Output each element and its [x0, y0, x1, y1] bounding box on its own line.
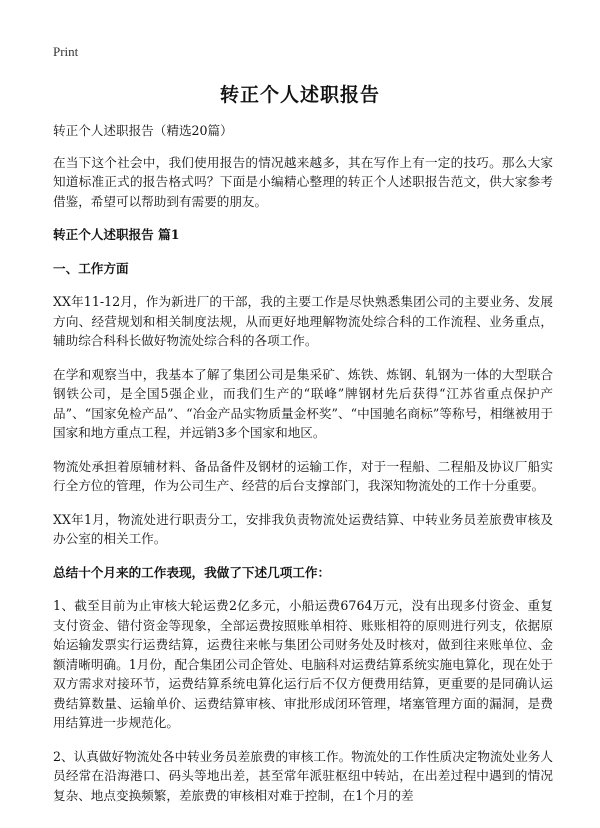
article-body [53, 121, 553, 819]
part-heading: 一、工作方面 [53, 260, 129, 276]
print-link[interactable]: Print [53, 44, 79, 59]
intro-paragraph: 在当下这个社会中，我们使用报告的情况越来越多，其在写作上有一定的技巧。那么大家知道标准正式的报告格式吗？下面是小编精心整理的转正个人述职报告范文，供大家参考借鉴，希望可以帮助到有需要的朋友。 [53, 154, 553, 209]
body-paragraph: 物流处承担着原辅材料、备品备件及钢材的运输工作，对于一程船、二程船及协议厂船实行全方位的管理，作为公司生产、经营的后台支撑部门，我深知物流处的工作十分重要。 [53, 458, 553, 493]
body-paragraph: 在学和观察当中，我基本了解了集团公司是集采矿、炼铁、炼钢、轧钢为一体的大型联合钢铁公司，是全国5强企业，而我们生产的“联峰”牌钢材先后获得“江苏省重点保护产品”、“国家免检产品”、“冶金产品实物质量金杯奖”、“中国驰名商标”等称号，相继被用于国家和地方重点工程，并远销3多个国家和地区。 [53, 366, 553, 440]
section-heading: 转正个人述职报告 篇1 [53, 227, 180, 242]
summary-heading: 总结十个月来的工作表现，我做了下述几项工作： [53, 564, 331, 580]
article-subtitle: 转正个人述职报告（精选20篇） [53, 123, 233, 138]
list-item: 1、截至目前为止审核大轮运费2亿多元，小船运费6764万元，没有出现多付资金、重复支付资金、错付资金等现象，全部运费按照账单相符、账账相符的原则进行列支，依据原始运输发票实行运费结算，运费往来帐与集团公司财务处及时核对，做到往来账单位、金额清晰明确。1月份，配合集团公司企管处、电脑科对运费结算系统实施电算化，现在处于双方需求对接环节，运费结算系统电算化运行后不仅方便费用结算，更重要的是同确认运费结算数量、运输单价、运费结算审核、审批形成闭环管理，堵塞管理方面的漏洞，是费用结算进一步规范化。 [53, 598, 553, 730]
body-paragraph: XX年11-12月，作为新进厂的干部，我的主要工作是尽快熟悉集团公司的主要业务、发展方向、经营规划和相关制度法规，从而更好地理解物流处综合科的工作流程、业务重点，辅助综合科科长做好物流处综合科的各项工作。 [53, 294, 553, 348]
page-title: 转正个人述职报告 [219, 84, 380, 106]
list-item: 2、认真做好物流处各中转业务员差旅费的审核工作。物流处的工作性质决定物流处业务人员经常在沿海港口、码头等地出差，甚至常年派驻枢纽中转站，在出差过程中遇到的情况复杂、地点变换频繁，差旅费的审核相对难于控制，在1个月的差 [53, 748, 553, 803]
body-paragraph: XX年1月，物流处进行职责分工，安排我负责物流处运费结算、中转业务员差旅费审核及办公室的相关工作。 [53, 511, 553, 546]
